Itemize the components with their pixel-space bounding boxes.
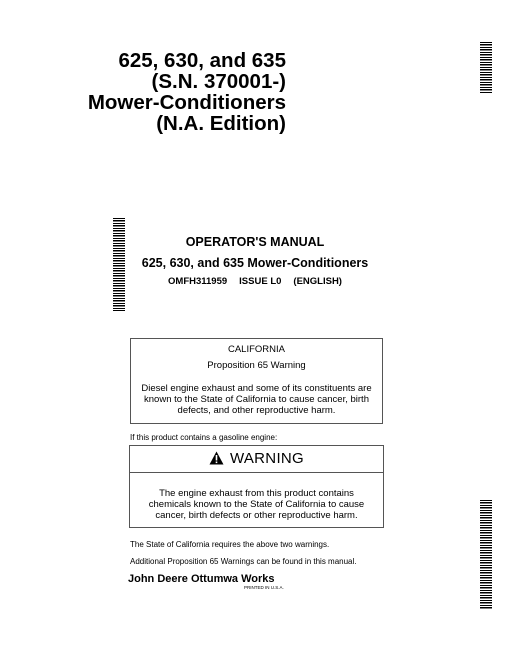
title-line-1: 625, 630, and 635: [118, 49, 286, 72]
proposition-65-heading: Proposition 65 Warning: [207, 360, 306, 371]
manual-issue: ISSUE L0: [239, 276, 282, 287]
manual-heading: OPERATOR'S MANUAL: [185, 235, 325, 249]
requirement-note: The State of California requires the above two warnings.: [130, 540, 330, 549]
barcode-bottom-right: [480, 500, 492, 610]
manual-identifier: [110, 276, 400, 287]
works-name: John Deere Ottumwa Works: [128, 573, 275, 585]
gasoline-warning-text: The engine exhaust from this product contains chemicals known to the State of California to cause cancer, birth defects or other reproductive harm.: [148, 488, 365, 521]
printed-in-label: PRINTED IN U.S.A.: [244, 585, 284, 590]
manual-code: OMFH311959: [168, 276, 228, 287]
warning-triangle-icon: [209, 451, 224, 465]
barcode-top-right: [480, 42, 492, 94]
cover-title: [60, 50, 286, 134]
california-warning-box: [130, 338, 383, 424]
warning-header: [130, 446, 383, 473]
manual-subheading: 625, 630, and 635 Mower-Conditioners: [141, 256, 369, 270]
diesel-warning-text: Diesel engine exhaust and some of its constituents are known to the State of California to cause cancer, birth defects, and other reproductive harm.: [141, 383, 372, 416]
title-line-3: Mower-Conditioners: [87, 91, 286, 114]
additional-warnings-note: Additional Proposition 65 Warnings can be found in this manual.: [130, 557, 357, 566]
title-line-2: (S.N. 370001-): [151, 70, 286, 93]
california-heading: CALIFORNIA: [227, 344, 285, 355]
manual-language: (ENGLISH): [293, 276, 342, 287]
warning-heading: WARNING: [229, 450, 305, 467]
gasoline-warning-box: [129, 445, 384, 528]
gasoline-engine-note: If this product contains a gasoline engine:: [130, 433, 278, 442]
title-line-4: (N.A. Edition): [156, 112, 286, 135]
